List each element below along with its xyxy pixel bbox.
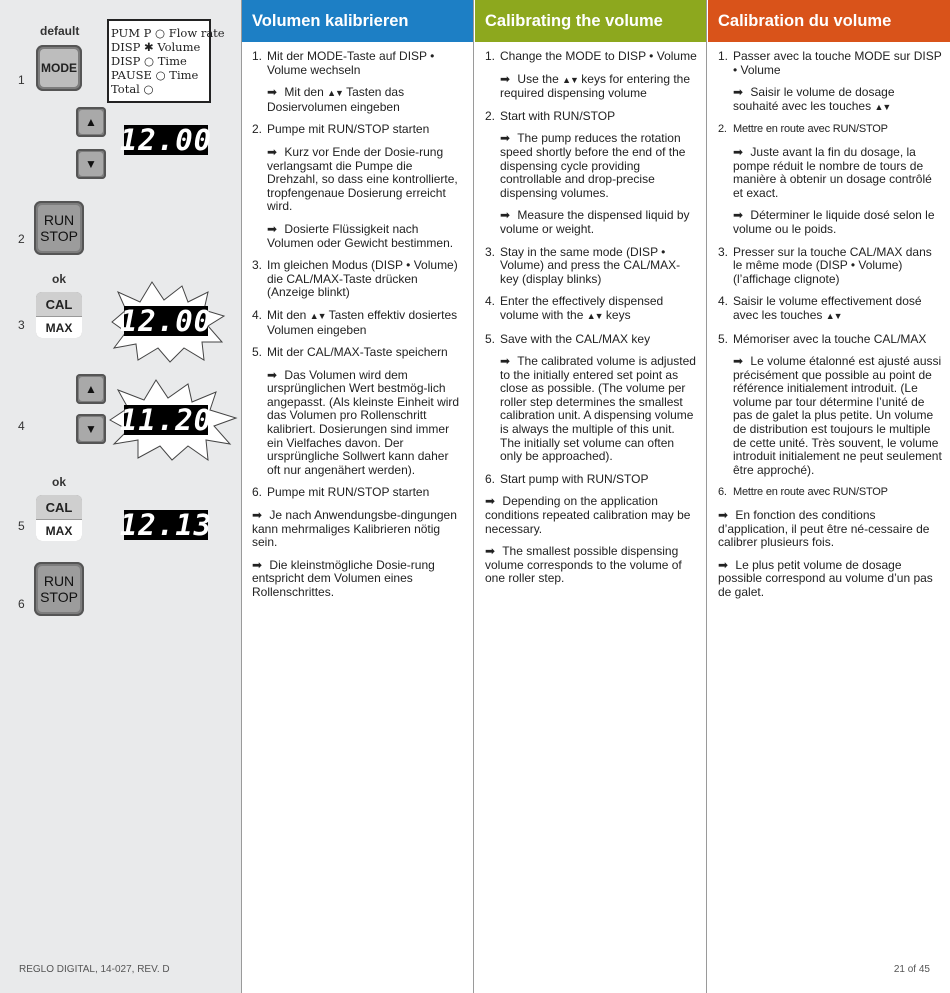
- down-arrow-icon: ▼: [79, 417, 103, 441]
- step: 6. Pumpe mit RUN/STOP starten: [252, 485, 430, 500]
- stop-label: STOP: [40, 589, 78, 605]
- step: 5. Mémoriser avec la touche CAL/MAX: [718, 331, 927, 346]
- up-arrow-button-illustration-2: [76, 374, 106, 404]
- step-note: ➡ Déterminer le liquide dosé selon le volume ou le poids.: [733, 208, 935, 236]
- tip: ➡ Je nach Anwendungsbe-dingungen kann mehrmaliges Kalibrieren nötig sein.: [252, 508, 457, 550]
- run-stop-button-illustration-2: [34, 562, 84, 616]
- up-arrow-button-illustration: [76, 107, 106, 137]
- french-column: [708, 0, 950, 993]
- mode-button-label: MODE: [40, 49, 78, 87]
- step: 3. Presser sur la touche CAL/MAX dans le même mode (DISP • Volume) (l’affichage clignote): [718, 244, 932, 286]
- english-title: Calibrating the volume: [475, 0, 706, 42]
- arrow-icon: ➡: [718, 557, 729, 572]
- up-arrow-icon: ▲: [79, 110, 103, 134]
- up-down-arrow-icon: ▲▼: [586, 310, 603, 321]
- tip: ➡ En fonction des conditions d’application, il peut être né-cessaire de calibrer plusieurs fois.: [718, 508, 930, 550]
- display-value-4: 12.13: [119, 508, 213, 542]
- step-note: ➡ The pump reduces the rotation speed shortly before the end of the dispensing cycle providing controllable and drop-precise dispensing volumes.: [500, 131, 686, 200]
- step: 3. Stay in the same mode (DISP • Volume) and press the CAL/MAX-key (display blinks): [485, 244, 681, 286]
- up-down-arrow-icon: ▲▼: [874, 101, 891, 112]
- lcd-line: DISP ✱ Volume: [111, 40, 201, 54]
- arrow-icon: ➡: [267, 221, 278, 236]
- arrow-icon: ➡: [485, 544, 496, 559]
- step-note: ➡ Juste avant la fin du dosage, la pompe réduit le nombre de tours de manière à obtenir un dosage contrôlé et exact.: [733, 144, 932, 200]
- default-label: default: [40, 24, 80, 38]
- arrow-icon: ➡: [733, 354, 744, 369]
- step-note: ➡ Kurz vor Ende der Dosie-rung verlangsamt die Pumpe die Drehzahl, so dass eine kontrollierte, tropfengenaue Dosierung erreicht wird.: [267, 144, 458, 214]
- lcd-line: Total ○: [111, 82, 154, 96]
- step-number-6: 6: [18, 597, 25, 611]
- display-value-1: 12.00: [119, 123, 213, 157]
- german-column: [242, 0, 474, 993]
- step: 5. Save with the CAL/MAX key: [485, 331, 651, 346]
- down-arrow-icon: ▼: [79, 152, 103, 176]
- step-note: ➡ Le volume étalonné est ajusté aussi précisément que possible au point de référence initialement introduit. (Le volume par tour détermine l’unité de pas de galet la plus petite. Un volume de distribution est toujours le multiple de cette unité. Très souvent, le volume introduit initialement ne peut seulement être approché).: [733, 354, 942, 477]
- arrow-icon: ➡: [252, 508, 263, 523]
- arrow-icon: ➡: [267, 144, 278, 159]
- step-number-5: 5: [18, 519, 25, 533]
- tip: ➡ Le plus petit volume de dosage possible correspond au volume d’un pas de galet.: [718, 557, 933, 599]
- run-label: RUN: [43, 573, 75, 589]
- footer-document-id: REGLO DIGITAL, 14-027, REV. D: [19, 964, 170, 975]
- step: 3. Im gleichen Modus (DISP • Volume) die CAL/MAX-Taste drücken (Anzeige blinkt): [252, 258, 458, 300]
- step-note: ➡ Dosierte Flüssigkeit nach Volumen oder Gewicht bestimmen.: [267, 221, 454, 250]
- step-note: ➡ Use the ▲▼ keys for entering the required dispensing volume: [500, 71, 691, 101]
- step: 1. Mit der MODE-Taste auf DISP • Volume wechseln: [252, 49, 435, 77]
- step: 6. Start pump with RUN/STOP: [485, 471, 649, 486]
- arrow-icon: ➡: [267, 85, 278, 100]
- up-down-arrow-icon: ▲▼: [825, 310, 842, 321]
- arrow-icon: ➡: [733, 208, 744, 223]
- step-note: ➡ The calibrated volume is adjusted to the initially entered set point as close as possible. (The volume per roller step determines the smallest calibration unit. A dispensing volume is always the multiple of this unit. The initially set volume can often only be approached).: [500, 354, 696, 464]
- ok-label-2: ok: [52, 475, 67, 489]
- display-value-2-blinking: 12.00: [119, 304, 213, 338]
- cal-label: CAL: [36, 495, 82, 519]
- step-note: ➡ Das Volumen wird dem ursprünglichen Wert bestmög-lich angepasst. (Als kleinste Einheit wird das Volumen pro Rollenschritt kalibriert. Dosierungen sind immer ein Vielfaches davon. Der ursprüngliche Sollwert kann daher oft nur angenähert werden).: [267, 367, 460, 477]
- ok-label-1: ok: [52, 272, 67, 286]
- mode-button-illustration: [36, 45, 82, 91]
- down-arrow-button-illustration: [76, 149, 106, 179]
- cal-max-button-illustration-2: [36, 495, 82, 541]
- arrow-icon: ➡: [500, 71, 511, 86]
- arrow-icon: ➡: [267, 367, 278, 382]
- down-arrow-button-illustration-2: [76, 414, 106, 444]
- arrow-icon: ➡: [500, 354, 511, 369]
- step: 2. Start with RUN/STOP: [485, 108, 616, 123]
- step: 4. Saisir le volume effectivement dosé avec les touches ▲▼: [718, 294, 922, 322]
- arrow-icon: ➡: [485, 494, 496, 509]
- step-note: ➡ Measure the dispensed liquid by volume or weight.: [500, 208, 690, 236]
- arrow-icon: ➡: [733, 144, 744, 159]
- max-label: MAX: [36, 316, 82, 338]
- tip: ➡ Depending on the application conditions repeated calibration may be necessary.: [485, 494, 691, 536]
- cal-label: CAL: [36, 292, 82, 316]
- step: 1. Change the MODE to DISP • Volume: [485, 49, 697, 63]
- run-stop-button-illustration-1: [34, 201, 84, 255]
- lcd-mode-display: [107, 19, 225, 103]
- step-number-3: 3: [18, 318, 25, 332]
- up-down-arrow-icon: ▲▼: [562, 74, 578, 85]
- up-down-arrow-icon: ▲▼: [309, 310, 326, 321]
- step-number-2: 2: [18, 232, 25, 246]
- step: 4. Mit den ▲▼ Tasten effektiv dosiertes Volumen eingeben: [252, 307, 458, 337]
- step: 2. Pumpe mit RUN/STOP starten: [252, 122, 430, 137]
- display-value-3-blinking: 11.20: [119, 403, 213, 437]
- step-number-4: 4: [18, 419, 25, 433]
- tip: ➡ The smallest possible dispensing volume corresponds to the volume of one roller step.: [485, 544, 682, 586]
- arrow-icon: ➡: [733, 85, 744, 100]
- step-number-1: 1: [18, 73, 25, 87]
- step: 6. Mettre en route avec RUN/STOP: [718, 486, 888, 499]
- lcd-line: PUM P ○ Flow rate: [111, 26, 225, 40]
- step: 2. Mettre en route avec RUN/STOP: [718, 123, 888, 136]
- arrow-icon: ➡: [718, 508, 729, 523]
- step: 5. Mit der CAL/MAX-Taste speichern: [252, 345, 448, 360]
- max-label: MAX: [36, 519, 82, 541]
- up-down-arrow-icon: ▲▼: [327, 88, 343, 99]
- step: 4. Enter the effectively dispensed volume with the ▲▼ keys: [485, 294, 664, 322]
- arrow-icon: ➡: [500, 131, 511, 146]
- arrow-icon: ➡: [252, 557, 263, 572]
- stop-label: STOP: [40, 228, 78, 244]
- run-label: RUN: [43, 212, 75, 228]
- cal-max-button-illustration-1: [36, 292, 82, 338]
- up-arrow-icon: ▲: [79, 377, 103, 401]
- german-title: Volumen kalibrieren: [242, 0, 473, 42]
- english-column: [475, 0, 707, 993]
- lcd-line: PAUSE ○ Time: [111, 68, 199, 82]
- arrow-icon: ➡: [500, 208, 511, 223]
- french-title: Calibration du volume: [708, 0, 950, 42]
- illustration-sidebar: [0, 0, 242, 993]
- lcd-line: DISP ○ Time: [111, 54, 187, 68]
- step-note: ➡ Mit den ▲▼ Tasten das Dosiervolumen eingeben: [267, 85, 405, 114]
- step-note: ➡ Saisir le volume de dosage souhaité avec les touches ▲▼: [733, 85, 895, 113]
- step: 1. Passer avec la touche MODE sur DISP • Volume: [718, 49, 942, 77]
- tip: ➡ Die kleinstmögliche Dosie-rung entspricht dem Volumen eines Rollenschrittes.: [252, 557, 435, 599]
- page-number: 21 of 45: [893, 964, 930, 975]
